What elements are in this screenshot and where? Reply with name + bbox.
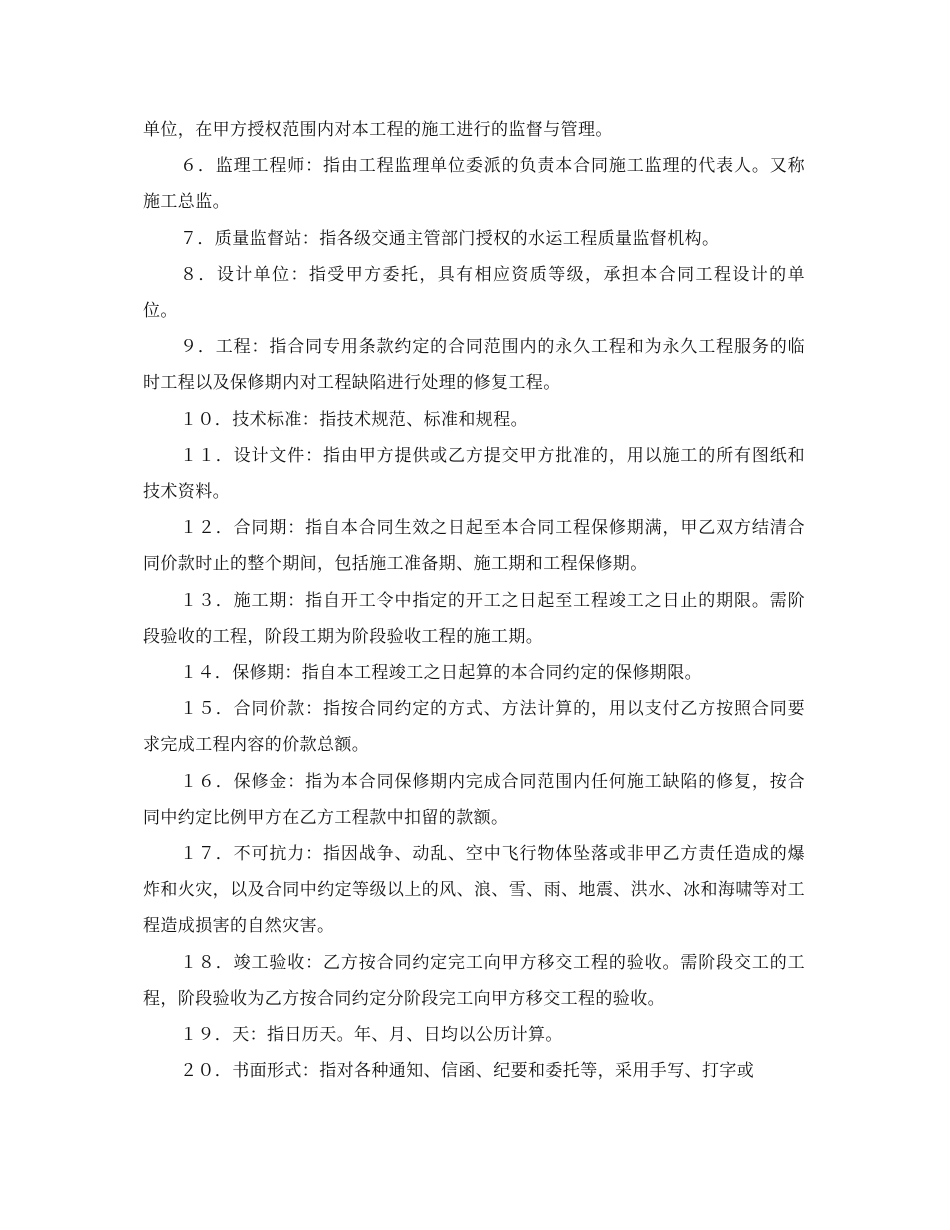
- paragraph-14: １４．保修期：指自本工程竣工之日起算的本合同约定的保修期限。: [180, 663, 702, 684]
- paragraph-13: １３．施工期：指自开工令中指定的开工之日起至工程竣工之日止的期限。需阶段验收的工程，阶段工期为阶段验收工程的施工期。: [143, 590, 805, 647]
- paragraph-12: １２．合同期：指自本合同生效之日起至本合同工程保修期满，甲乙双方结清合同价款时止的整个期间，包括施工准备期、施工期和工程保修期。: [143, 518, 805, 575]
- paragraph-0: 单位，在甲方授权范围内对本工程的施工进行的监督与管理。: [143, 120, 613, 140]
- paragraph-11: １１．设计文件：指由甲方提供或乙方提交甲方批准的，用以施工的所有图纸和技术资料。: [143, 445, 805, 503]
- paragraph-8: ８．设计单位：指受甲方委托，具有相应资质等级，承担本合同工程设计的单位。: [143, 264, 805, 322]
- paragraph-19: １９．天：指日历天。年、月、日均以公历计算。: [180, 1025, 563, 1046]
- paragraph-20: ２０．书面形式：指对各种通知、信函、纪要和委托等，采用手写、打字或: [180, 1061, 755, 1082]
- paragraph-10: １０．技术标准：指技术规范、标准和规程。: [180, 409, 528, 430]
- document-body: [143, 112, 805, 1089]
- paragraph-17: １７．不可抗力：指因战争、动乱、空中飞行物体坠落或非甲乙方责任造成的爆炸和火灾，以及合同中约定等级以上的风、浪、雪、雨、地震、洪水、冰和海啸等对工程造成损害的自然灾害。: [143, 844, 805, 937]
- paragraph-18: １８．竣工验收：乙方按合同约定完工向甲方移交工程的验收。需阶段交工的工程，阶段验收为乙方按合同约定分阶段完工向甲方移交工程的验收。: [143, 952, 805, 1009]
- paragraph-9: ９．工程：指合同专用条款约定的合同范围内的永久工程和为永久工程服务的临时工程以及保修期内对工程缺陷进行处理的修复工程。: [143, 337, 805, 394]
- paragraph-6: ６．监理工程师：指由工程监理单位委派的负责本合同施工监理的代表人。又称施工总监。: [143, 156, 805, 213]
- paragraph-7: ７．质量监督站：指各级交通主管部门授权的水运工程质量监督机构。: [180, 228, 720, 249]
- paragraph-16: １６．保修金：指为本合同保修期内完成合同范围内任何施工缺陷的修复，按合同中约定比例甲方在乙方工程款中扣留的款额。: [143, 771, 805, 828]
- paragraph-15: １５．合同价款：指按合同约定的方式、方法计算的，用以支付乙方按照合同要求完成工程内容的价款总额。: [143, 699, 805, 756]
